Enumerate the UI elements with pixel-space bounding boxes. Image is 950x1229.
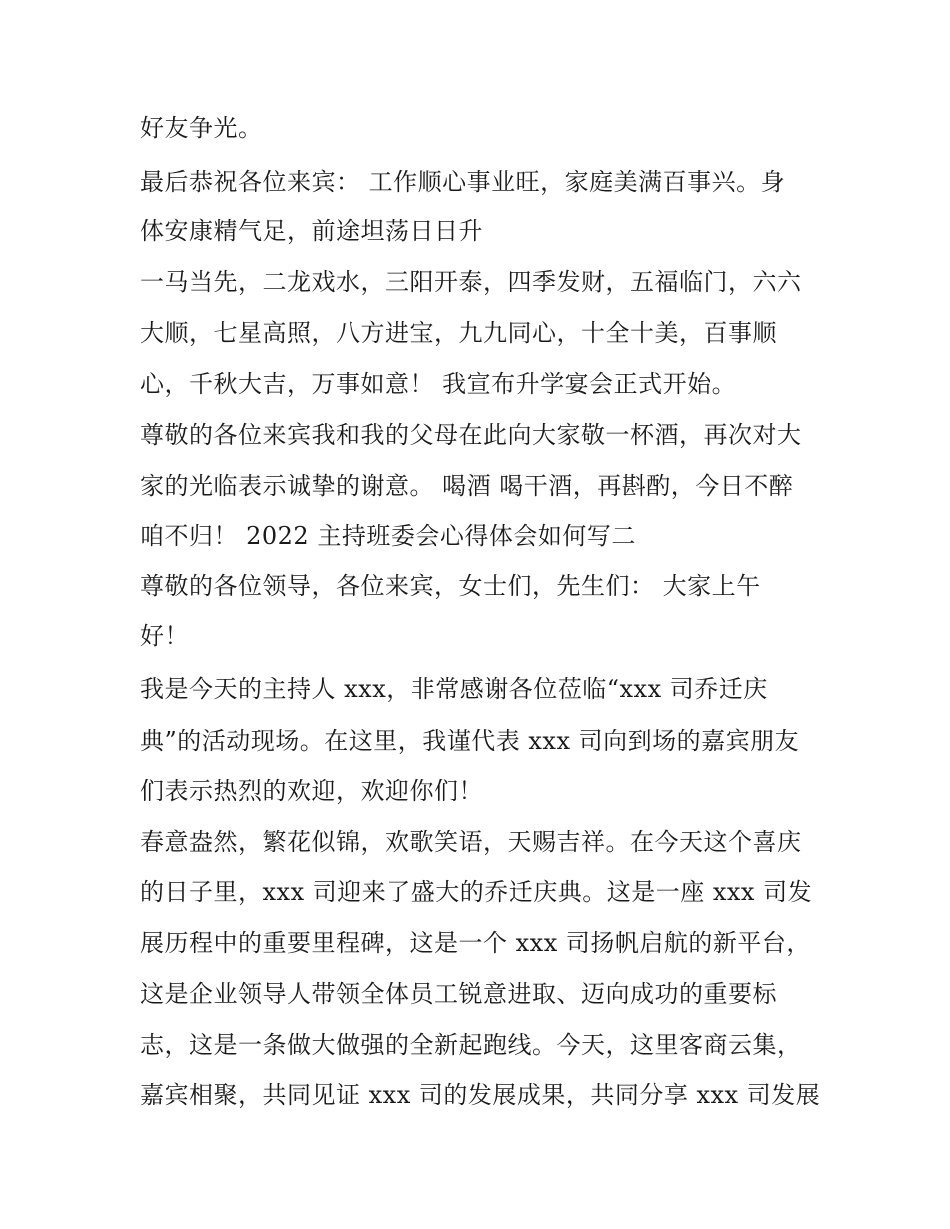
text-line: 嘉宾相聚，共同见证 xxx 司的发展成果，共同分享 xxx 司发展 (140, 1081, 821, 1109)
text-line: 最后恭祝各位来宾： 工作顺心事业旺，家庭美满百事兴。身 (140, 168, 786, 196)
text-line: 的日子里，xxx 司迎来了盛大的乔迁庆典。这是一座 xxx 司发 (140, 878, 813, 906)
text-line: 志，这是一条做大做强的全新起跑线。今天，这里客商云集， (140, 1031, 802, 1059)
text-line: 心，千秋大吉，万事如意！ 我宣布升学宴会正式开始。 (140, 370, 737, 398)
text-line: 好！ (140, 622, 189, 650)
text-line: 典”的活动现场。在这里，我谨代表 xxx 司向到场的嘉宾朋友 (140, 727, 800, 755)
text-line: 春意盎然，繁花似锦，欢歌笑语，天赐吉祥。在今天这个喜庆 (140, 828, 802, 856)
text-line: 好友争光。 (140, 114, 263, 142)
text-line: 一马当先，二龙戏水，三阳开泰，四季发财，五福临门，六六 (140, 268, 802, 296)
text-line: 尊敬的各位来宾我和我的父母在此向大家敬一杯酒，再次对大 (140, 421, 802, 449)
text-line: 咱不归！ 2022 主持班委会心得体会如何写二 (140, 522, 636, 550)
text-line: 们表示热烈的欢迎，欢迎你们！ (140, 777, 483, 805)
text-line: 展历程中的重要里程碑，这是一个 xxx 司扬帆启航的新平台， (140, 929, 811, 957)
text-line: 这是企业领导人带领全体员工锐意进取、迈向成功的重要标 (140, 980, 777, 1008)
text-line: 尊敬的各位领导，各位来宾，女士们，先生们： 大家上午 (140, 572, 761, 600)
text-line: 家的光临表示诚挚的谢意。 喝酒 喝干酒，再斟酌，今日不醉 (140, 472, 794, 500)
text-line: 我是今天的主持人 xxx，非常感谢各位莅临“xxx 司乔迁庆 (140, 675, 768, 703)
text-line: 体安康精气足，前途坦荡日日升 (140, 217, 483, 245)
text-line: 大顺，七星高照，八方进宝，九九同心，十全十美，百事顺 (140, 319, 777, 347)
